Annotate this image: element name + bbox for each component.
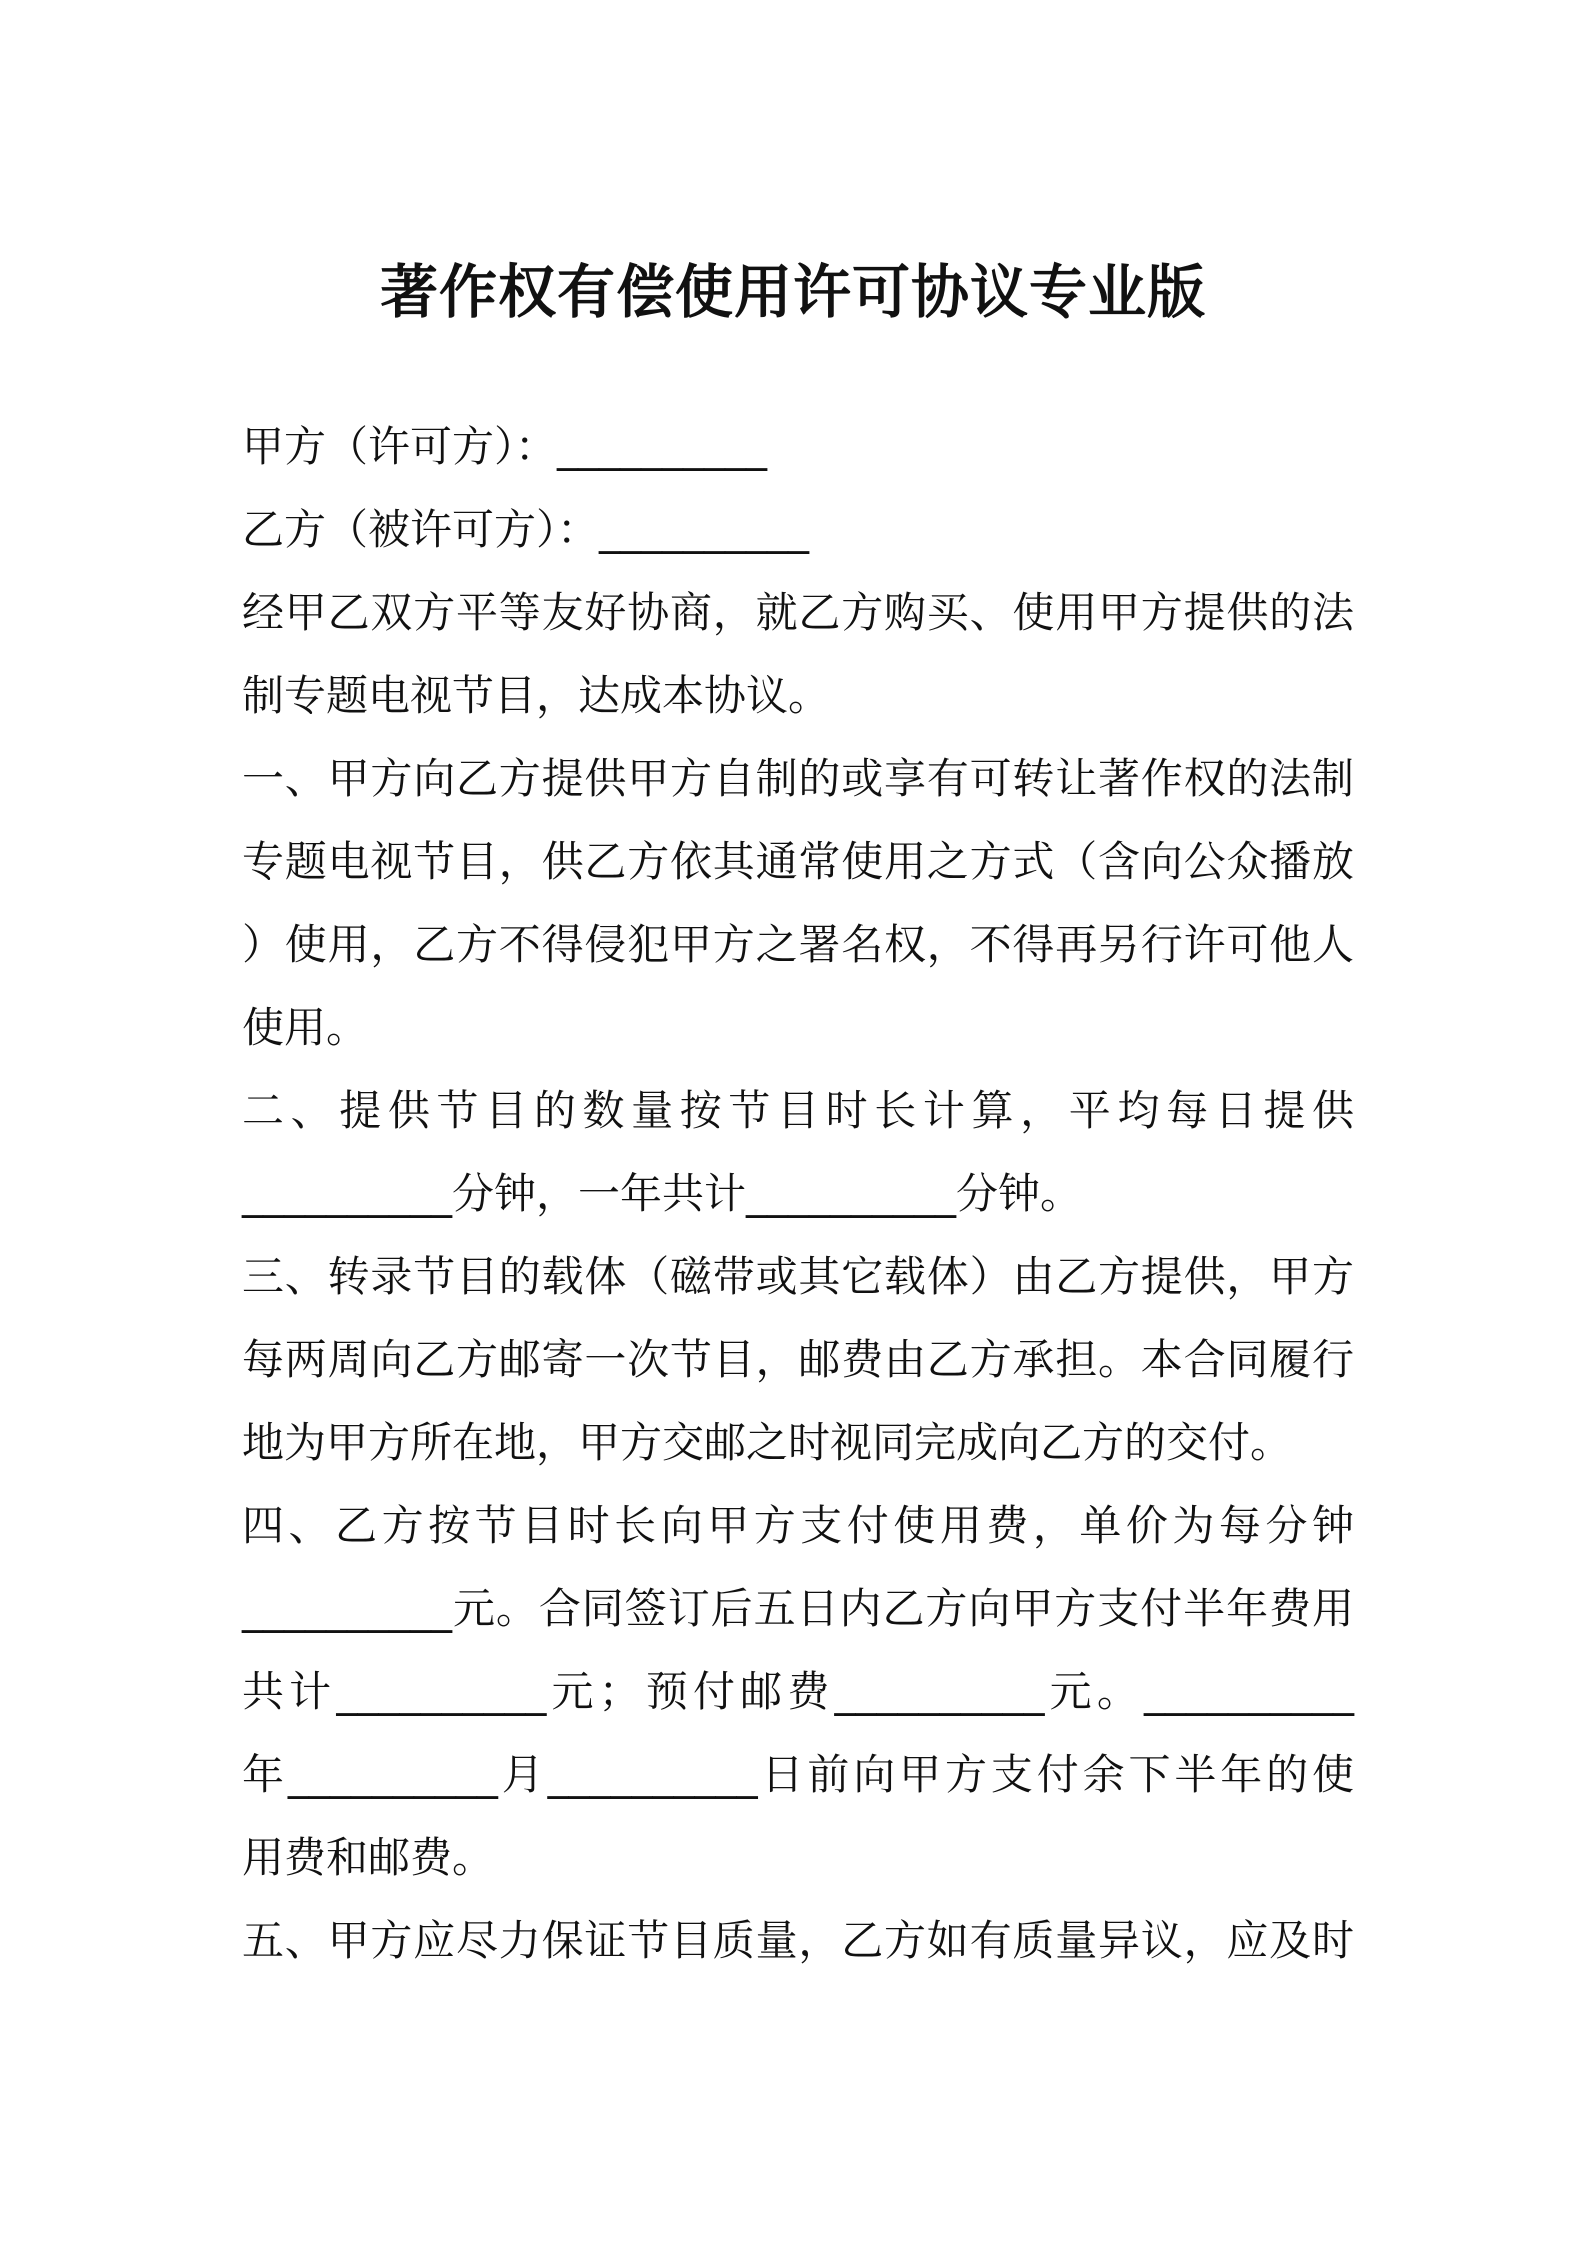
clause-1-line: 一、甲方向乙方提供甲方自制的或享有可转让著作权的法制 bbox=[242, 754, 1354, 803]
party-a-line: 甲方（许可方）：__________ bbox=[242, 422, 768, 471]
clause-1-line: ）使用，乙方不得侵犯甲方之署名权，不得再另行许可他人 bbox=[242, 920, 1354, 969]
clause-3-line: 每两周向乙方邮寄一次节目，邮费由乙方承担。本合同履行 bbox=[242, 1335, 1354, 1384]
clause-4-line: 用费和邮费。 bbox=[242, 1833, 495, 1882]
clause-2-line: 二、提供节目的数量按节目时长计算，平均每日提供 bbox=[242, 1086, 1354, 1135]
clause-4-line: 年__________月__________日前向甲方支付余下半年的使 bbox=[242, 1750, 1354, 1799]
clause-2-line: __________分钟，一年共计__________分钟。 bbox=[242, 1169, 1083, 1218]
clause-3-line: 地为甲方所在地，甲方交邮之时视同完成向乙方的交付。 bbox=[242, 1418, 1293, 1467]
clause-5-line: 五、甲方应尽力保证节目质量，乙方如有质量异议，应及时 bbox=[242, 1916, 1354, 1965]
clause-3-line: 三、转录节目的载体（磁带或其它载体）由乙方提供，甲方 bbox=[242, 1252, 1354, 1301]
clause-1-line: 使用。 bbox=[242, 1003, 369, 1052]
clause-4-line: 共计__________元；预付邮费__________元。__________ bbox=[242, 1667, 1354, 1716]
clause-4-line: __________元。合同签订后五日内乙方向甲方支付半年费用 bbox=[242, 1584, 1354, 1633]
clause-1-line: 专题电视节目，供乙方依其通常使用之方式（含向公众播放 bbox=[242, 837, 1354, 886]
party-b-line: 乙方（被许可方）：__________ bbox=[242, 505, 810, 554]
body-line: 制专题电视节目，达成本协议。 bbox=[242, 671, 831, 720]
document-title: 著作权有偿使用许可协议专业版 bbox=[379, 258, 1206, 326]
clause-4-line: 四、乙方按节目时长向甲方支付使用费，单价为每分钟 bbox=[242, 1501, 1354, 1550]
document-body bbox=[242, 405, 1354, 1982]
body-line: 经甲乙双方平等友好协商，就乙方购买、使用甲方提供的法 bbox=[242, 588, 1354, 637]
